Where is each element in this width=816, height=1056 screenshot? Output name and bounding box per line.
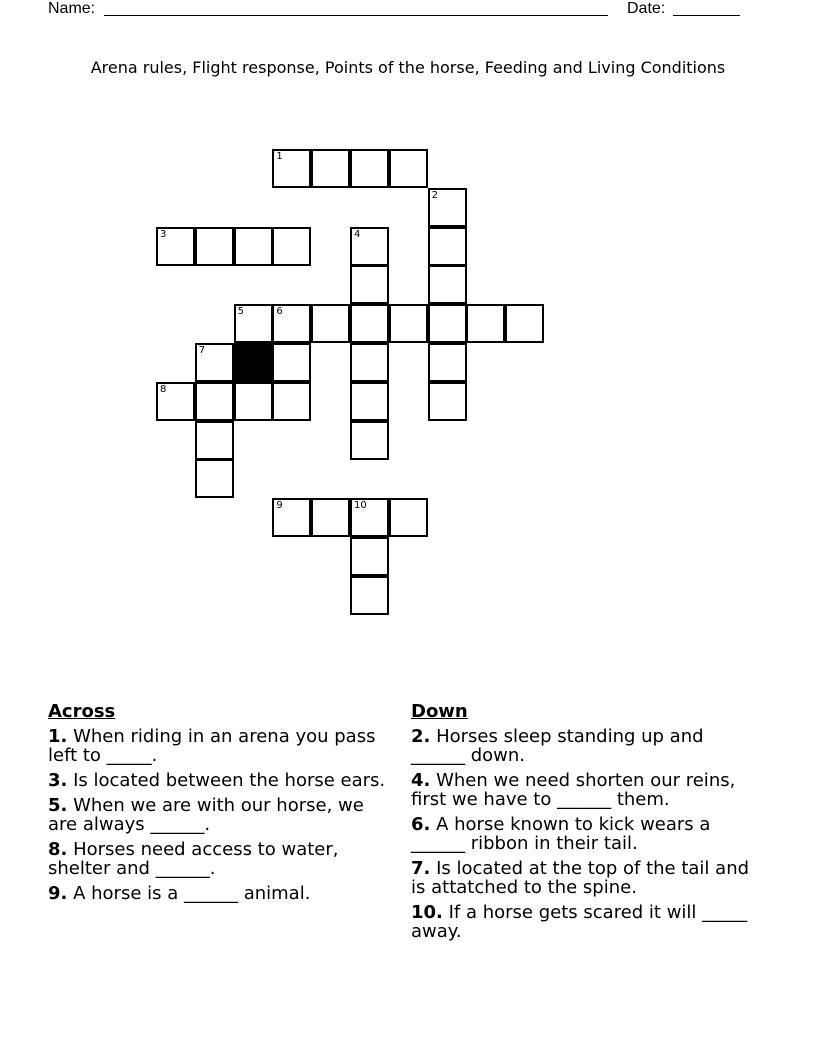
grid-cell[interactable] xyxy=(350,343,389,382)
clue-number: 5 xyxy=(237,306,244,318)
grid-cell[interactable] xyxy=(428,265,467,304)
grid-cell[interactable] xyxy=(272,498,311,537)
grid-cell[interactable] xyxy=(505,304,544,343)
grid-cell[interactable] xyxy=(466,304,505,343)
grid-cell[interactable] xyxy=(272,149,311,188)
clue-number: 10. xyxy=(411,902,443,923)
grid-cell[interactable] xyxy=(195,421,234,460)
page-title: Arena rules, Flight response, Points of the horse, Feeding and Living Conditions xyxy=(90,58,726,77)
down-clue xyxy=(411,815,756,853)
across-clue xyxy=(48,884,393,903)
down-clues xyxy=(411,702,756,947)
grid-cell[interactable] xyxy=(428,343,467,382)
down-heading: Down xyxy=(411,701,468,722)
clue-text: When we need shorten our reins, first we have to ______ them. xyxy=(411,770,736,810)
grid-cell[interactable] xyxy=(350,576,389,615)
clue-number: 7. xyxy=(411,858,431,879)
grid-cell[interactable] xyxy=(350,382,389,421)
down-clue-list xyxy=(411,727,756,941)
clue-number: 1. xyxy=(48,726,68,747)
name-label: Name: xyxy=(48,0,96,17)
clue-number: 8 xyxy=(160,383,167,395)
grid-cell[interactable] xyxy=(350,265,389,304)
down-clue xyxy=(411,771,756,809)
grid-cell[interactable] xyxy=(389,304,428,343)
grid-cell[interactable] xyxy=(156,227,195,266)
clue-number: 6 xyxy=(276,306,283,318)
across-clue xyxy=(48,840,393,878)
across-clues xyxy=(48,702,393,909)
grid-cell[interactable] xyxy=(195,227,234,266)
clue-number: 8. xyxy=(48,839,68,860)
grid-cell[interactable] xyxy=(428,227,467,266)
grid-cell[interactable] xyxy=(234,382,273,421)
clue-number: 4. xyxy=(411,770,431,791)
down-clue xyxy=(411,727,756,765)
grid-cell[interactable] xyxy=(311,498,350,537)
across-clue xyxy=(48,727,393,765)
grid-cell[interactable] xyxy=(311,304,350,343)
grid-cell[interactable] xyxy=(272,227,311,266)
clue-number: 10 xyxy=(354,500,367,512)
clue-text: Is located at the top of the tail and is attatched to the spine. xyxy=(411,858,750,898)
clue-number: 9. xyxy=(48,883,68,904)
grid-cell[interactable] xyxy=(389,498,428,537)
grid-cell[interactable] xyxy=(195,382,234,421)
clue-number: 3. xyxy=(48,770,68,791)
grid-cell[interactable] xyxy=(195,459,234,498)
across-clue-list xyxy=(48,727,393,903)
across-clue xyxy=(48,771,393,790)
grid-cell[interactable] xyxy=(195,343,234,382)
grid-cell[interactable] xyxy=(389,149,428,188)
clue-number: 2. xyxy=(411,726,431,747)
clue-number: 2 xyxy=(431,189,438,201)
grid-cell[interactable] xyxy=(272,304,311,343)
grid-cell[interactable] xyxy=(234,304,273,343)
clue-number: 3 xyxy=(160,228,167,240)
clue-number: 6. xyxy=(411,814,431,835)
grid-cell[interactable] xyxy=(350,498,389,537)
clue-text: A horse is a ______ animal. xyxy=(67,883,311,904)
grid-cell[interactable] xyxy=(428,382,467,421)
clue-text: Horses sleep standing up and ______ down. xyxy=(411,726,704,766)
clue-text: When riding in an arena you pass left to _____. xyxy=(48,726,376,766)
grid-cell[interactable] xyxy=(350,304,389,343)
across-clue xyxy=(48,796,393,834)
date-label: Date: xyxy=(627,0,666,17)
clue-text: Is located between the horse ears. xyxy=(67,770,386,791)
grid-cell-black xyxy=(234,343,273,382)
grid-cell[interactable] xyxy=(272,382,311,421)
clue-text: Horses need access to water, shelter and ______. xyxy=(48,839,339,879)
clue-text: If a horse gets scared it will _____ away. xyxy=(411,902,748,942)
grid-cell[interactable] xyxy=(350,421,389,460)
clue-text: A horse known to kick wears a ______ ribbon in their tail. xyxy=(411,814,711,854)
grid-cell[interactable] xyxy=(350,537,389,576)
clue-number: 9 xyxy=(276,500,283,512)
clue-number: 1 xyxy=(276,151,283,162)
grid-cell[interactable] xyxy=(156,382,195,421)
grid-cell[interactable] xyxy=(428,304,467,343)
down-clue xyxy=(411,903,756,941)
clue-number: 4 xyxy=(354,228,361,240)
clue-text: When we are with our horse, we are always ______. xyxy=(48,795,364,835)
clue-number: 7 xyxy=(198,345,206,356)
grid-cell[interactable] xyxy=(350,227,389,266)
down-clue xyxy=(411,859,756,897)
grid-cell[interactable] xyxy=(311,149,350,188)
grid-cell[interactable] xyxy=(234,227,273,266)
grid-cell[interactable] xyxy=(428,188,467,227)
grid-cell[interactable] xyxy=(350,149,389,188)
grid-cell[interactable] xyxy=(272,343,311,382)
across-heading: Across xyxy=(48,701,116,722)
clue-number: 5. xyxy=(48,795,68,816)
